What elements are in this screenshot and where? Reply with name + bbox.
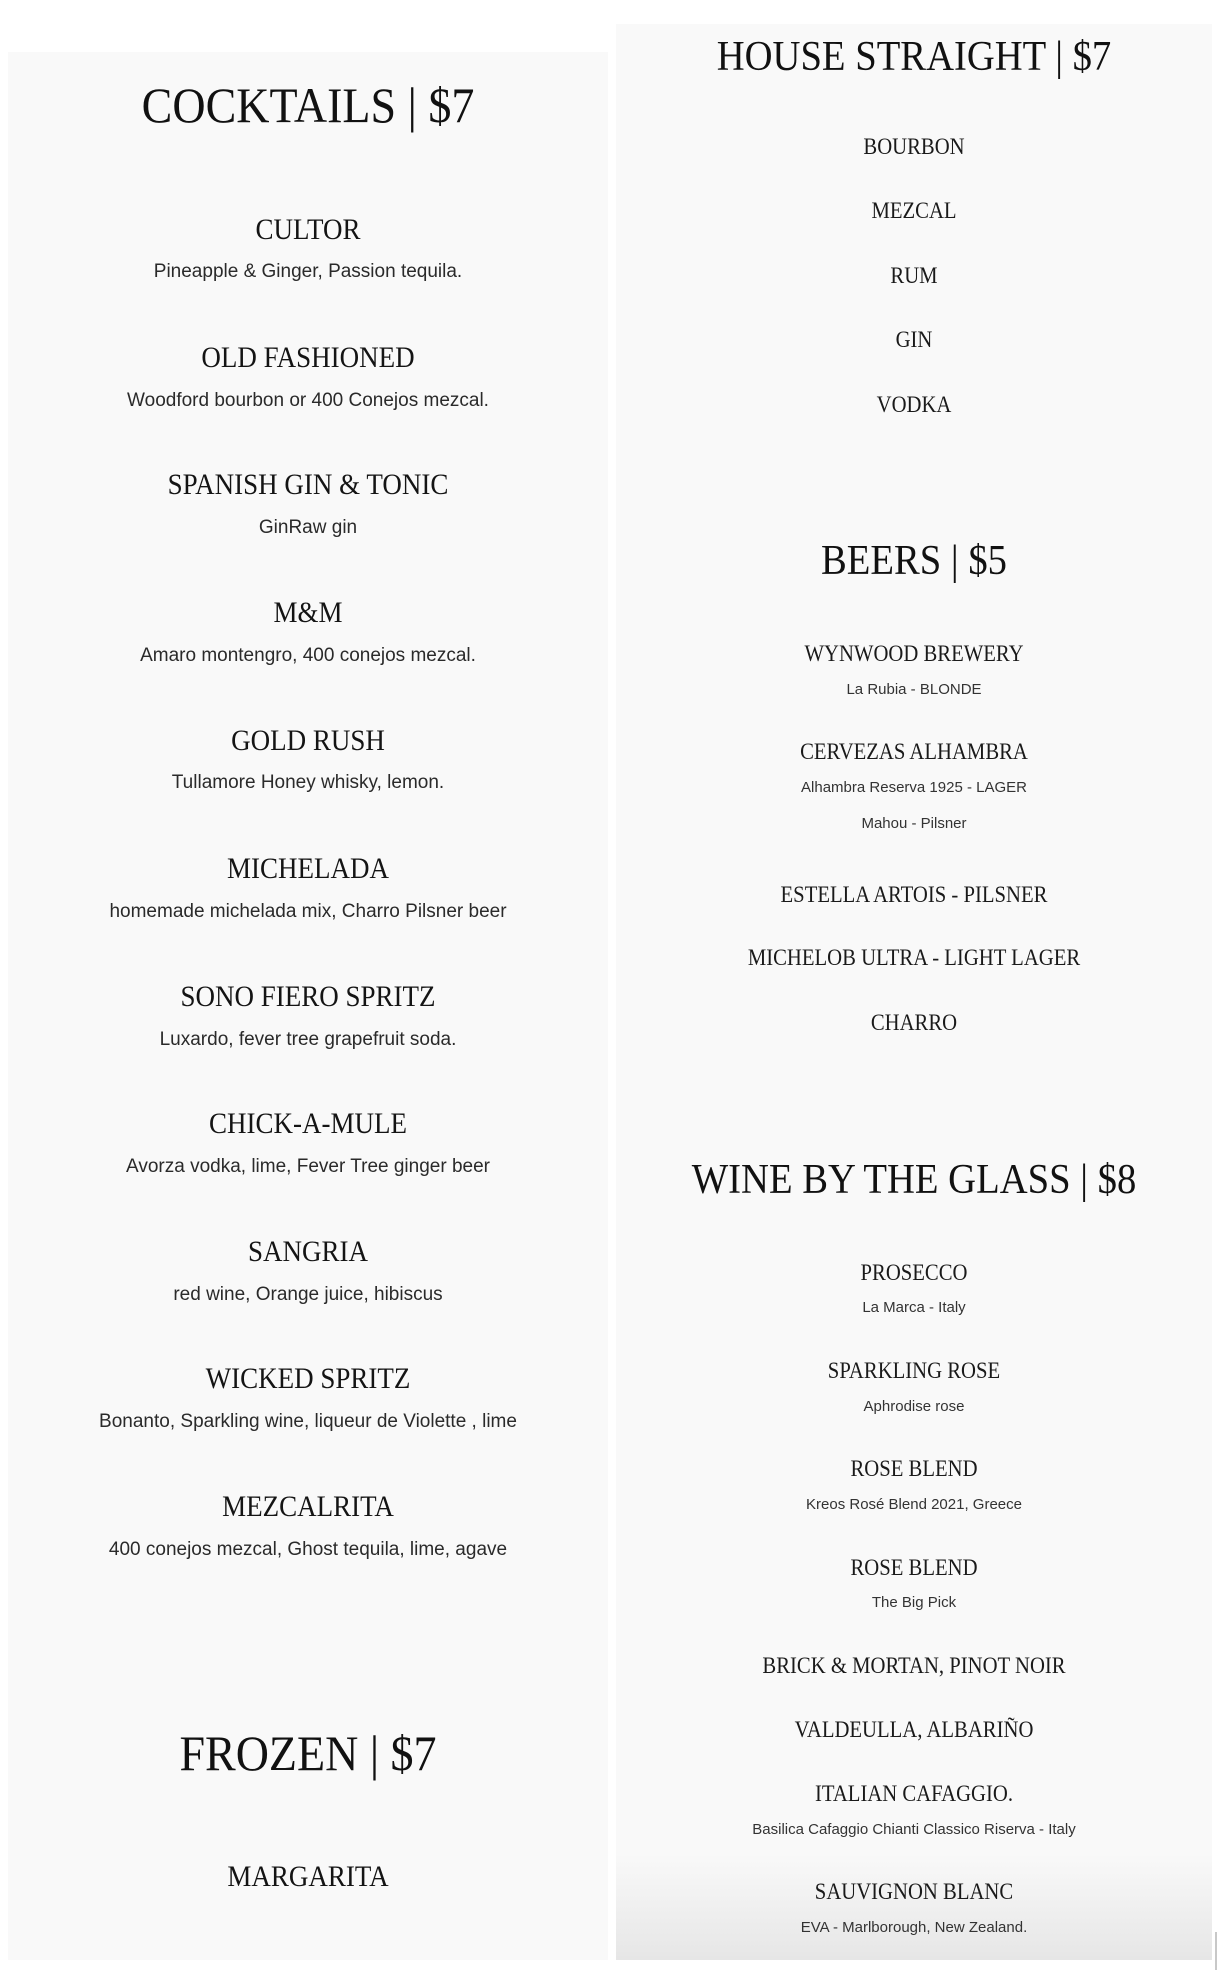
item-name: SONO FIERO SPRITZ [180, 980, 436, 1013]
cocktails-panel [8, 52, 608, 1960]
item-description: Basilica Cafaggio Chianti Classico Riserva - Italy [752, 1821, 1076, 1838]
frozen-section-title: FROZEN | $7 [179, 1725, 437, 1781]
item-description: Luxardo, fever tree grapefruit soda. [159, 1029, 457, 1050]
straight-item: VODKA [876, 392, 952, 417]
beer-item: CHARRO [870, 1010, 958, 1035]
item-name: CERVEZAS ALHAMBRA [800, 739, 1028, 764]
item-name: GOLD RUSH [231, 724, 385, 757]
item-name: CULTOR [255, 213, 361, 246]
beers-section-title: BEERS | $5 [821, 538, 1007, 584]
house-straight-section-title: HOUSE STRAIGHT | $7 [716, 34, 1112, 80]
straight-item: GIN [895, 327, 933, 352]
item-name: OLD FASHIONED [201, 341, 415, 374]
item-name: ROSE BLEND [850, 1456, 978, 1481]
item-description: 400 conejos mezcal, Ghost tequila, lime, agave [108, 1539, 508, 1560]
item-name: CHICK-A-MULE [209, 1107, 407, 1140]
item-name: MEZCALRITA [222, 1490, 394, 1523]
item-name: WICKED SPRITZ [205, 1362, 411, 1395]
wine-section-title: WINE BY THE GLASS | $8 [691, 1157, 1137, 1203]
item-description: Amaro montengro, 400 conejos mezcal. [140, 645, 476, 666]
item-detail: Mahou - Pilsner [861, 815, 967, 832]
item-name: ITALIAN CAFAGGIO. [814, 1781, 1014, 1806]
item-description: GinRaw gin [258, 517, 358, 538]
item-description: The Big Pick [871, 1594, 957, 1611]
item-description: red wine, Orange juice, hibiscus [173, 1284, 443, 1305]
item-name: SPANISH GIN & TONIC [167, 468, 449, 501]
item-description: Tullamore Honey whisky, lemon. [171, 772, 445, 793]
item-description: EVA - Marlborough, New Zealand. [800, 1919, 1028, 1936]
item-name: SPARKLING ROSE [827, 1358, 1001, 1383]
item-name: PROSECCO [860, 1260, 968, 1285]
wine-item: VALDEULLA, ALBARIÑO [794, 1717, 1034, 1742]
item-description: Kreos Rosé Blend 2021, Greece [806, 1496, 1022, 1513]
straight-item: MEZCAL [871, 198, 957, 223]
beer-item: ESTELLA ARTOIS - PILSNER [780, 882, 1048, 907]
item-name: SANGRIA [247, 1235, 369, 1268]
item-description: homemade michelada mix, Charro Pilsner beer [109, 901, 507, 922]
item-description: Pineapple & Ginger, Passion tequila. [153, 261, 463, 282]
item-name: MICHELADA [227, 852, 389, 885]
item-detail: La Rubia - BLONDE [846, 681, 982, 698]
item-description: Woodford bourbon or 400 Conejos mezcal. [127, 390, 489, 411]
item-name: WYNWOOD BREWERY [804, 641, 1024, 666]
item-name: ROSE BLEND [850, 1555, 978, 1580]
beer-item: MICHELOB ULTRA - LIGHT LAGER [747, 945, 1081, 970]
item-description: Bonanto, Sparkling wine, liqueur de Violette , lime [99, 1411, 517, 1432]
straight-item: RUM [890, 263, 938, 288]
scrollbar-edge [1215, 1932, 1217, 1970]
cocktails-section-title: COCKTAILS | $7 [141, 77, 475, 133]
item-description: La Marca - Italy [862, 1299, 966, 1316]
wine-item: BRICK & MORTAN, PINOT NOIR [762, 1653, 1066, 1678]
straight-item: BOURBON [863, 134, 965, 159]
item-description: Avorza vodka, lime, Fever Tree ginger beer [126, 1156, 490, 1177]
item-name: SAUVIGNON BLANC [814, 1879, 1014, 1904]
drinks-panel [616, 24, 1212, 1960]
frozen-item-name: MARGARITA [227, 1860, 389, 1893]
item-name: M&M [273, 596, 343, 629]
item-description: Aphrodise rose [863, 1398, 965, 1415]
item-detail: Alhambra Reserva 1925 - LAGER [801, 779, 1027, 796]
